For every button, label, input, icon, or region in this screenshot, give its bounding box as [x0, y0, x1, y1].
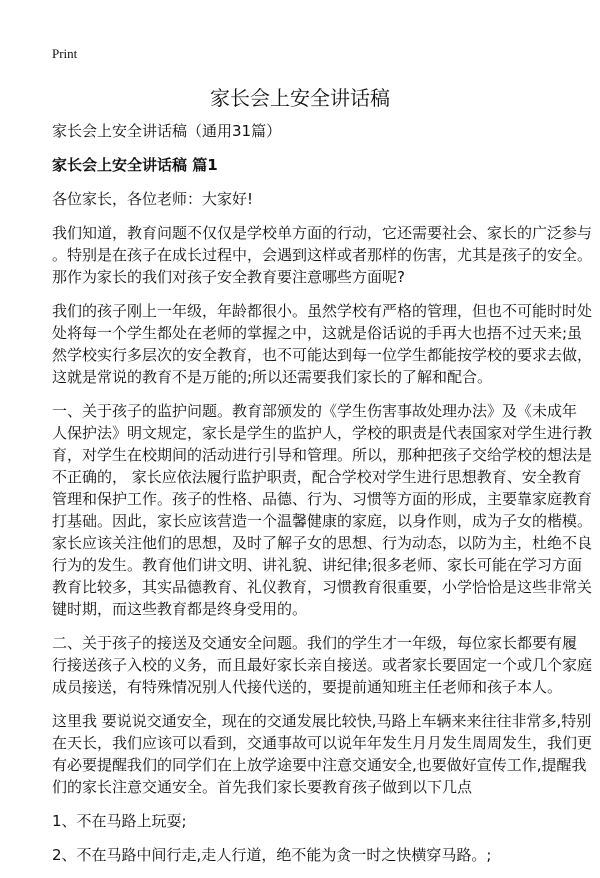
text-line: 那作为家长的我们对孩子安全教育要注意哪些方面呢? [52, 268, 405, 286]
text-line: 。特别是在孩子在成长过程中，会遇到这样或者那样的伤害，尤其是孩子的安全。 [52, 246, 593, 264]
section-heading [52, 154, 572, 176]
text-line: 处将每一个学生都处在老师的掌握之中，这就是俗话说的手再大也捂不过天来;虽 [52, 324, 583, 342]
text-line: 育，对学生在校期间的活动进行引导和管理。所以，那种把孩子交给学校的想法是 [52, 446, 593, 464]
print-link[interactable]: Print [52, 46, 78, 61]
text-line: 我们知道，教育问题不仅仅是学校单方面的行动，它还需要社会、家长的广泛参与 [52, 224, 593, 242]
text-line: 这里我 要说说交通安全，现在的交通发展比较快,马路上车辆来来往往非常多,特别 [52, 712, 592, 730]
paragraph [52, 188, 572, 210]
text-line: 管理和保护工作。孩子的性格、品德、行为、习惯等方面的形成，主要靠家庭教育 [52, 490, 593, 508]
page-title: 家长会上安全讲话稿 [210, 86, 390, 110]
paragraph [52, 632, 593, 698]
text-line: 一、关于孩子的监护问题。教育部颁发的《学生伤害事故处理办法》及《未成年 [52, 402, 578, 420]
paragraph [52, 400, 593, 620]
paragraph [52, 710, 593, 798]
text-line: 有必要提醒我们的同学们在上放学途要中注意交通安全,也要做好宣传工作,提醒我 [52, 756, 587, 774]
paragraph [52, 222, 593, 288]
text-line: 然学校实行多层次的安全教育，也不可能达到每一位学生都能按学校的要求去做， [52, 346, 593, 364]
text-line: 行为的发生。教育他们讲文明、讲礼貌、讲纪律;很多老师、家长可能在学习方面 [52, 556, 583, 574]
text-line: 家长应该关注他们的思想，及时了解子女的思想、行为动态，以防为主，杜绝不良 [52, 534, 593, 552]
text-line: 人保护法》明文规定，家长是学生的监护人，学校的职责是代表国家对学生进行教 [52, 424, 593, 442]
text-line: 不正确的， 家长应依法履行监护职责，配合学校对学生进行思想教育、安全教育 [52, 468, 582, 486]
paragraph [52, 844, 572, 866]
text-line: 键时期，而这些教育都是终身受用的。 [52, 600, 308, 618]
text-line: 二、关于孩子的接送及交通安全问题。我们的学生才一年级，每位家长都要有履 [52, 634, 578, 652]
text-line: 打基础。因此，家长应该营造一个温馨健康的家庭，以身作则，成为子女的楷模。 [52, 512, 593, 530]
text-line: 们的家长注意交通安全。首先我们家长要教育孩子做到以下几点 [52, 778, 473, 796]
paragraph [52, 300, 593, 388]
text-line: 1、不在马路上玩耍; [52, 812, 187, 830]
text-line: 在天长，我们应该可以看到，交通事故可以说年年发生月月发生周周发生，我们更 [52, 734, 593, 752]
text-line: 教育比较多，其实品德教育、礼仪教育，习惯教育很重要，小学恰恰是这些非常关 [52, 578, 593, 596]
text-line: 2、不在马路中间行走,走人行道，绝不能为贪一时之快横穿马路。; [52, 846, 492, 864]
text-line: 成员接送，有特殊情况别人代接代送的，要提前通知班主任老师和孩子本人。 [52, 678, 563, 696]
text-line: 行接送孩子入校的义务，而且最好家长亲自接送。或者家长要固定一个或几个家庭 [52, 656, 593, 674]
document-body [52, 120, 593, 878]
text-line: 家长会上安全讲话稿 篇1 [52, 156, 218, 174]
text-line: 家长会上安全讲话稿（通用31篇） [52, 122, 282, 140]
text-line: 这就是常说的教育不是万能的;所以还需要我们家长的了解和配合。 [52, 368, 493, 386]
text-line: 各位家长，各位老师：大家好! [52, 190, 254, 208]
text-line: 我们的孩子刚上一年级，年龄都很小。虽然学校有严格的管理，但也不可能时时处 [52, 302, 593, 320]
paragraph [52, 810, 572, 832]
subtitle [52, 120, 572, 142]
